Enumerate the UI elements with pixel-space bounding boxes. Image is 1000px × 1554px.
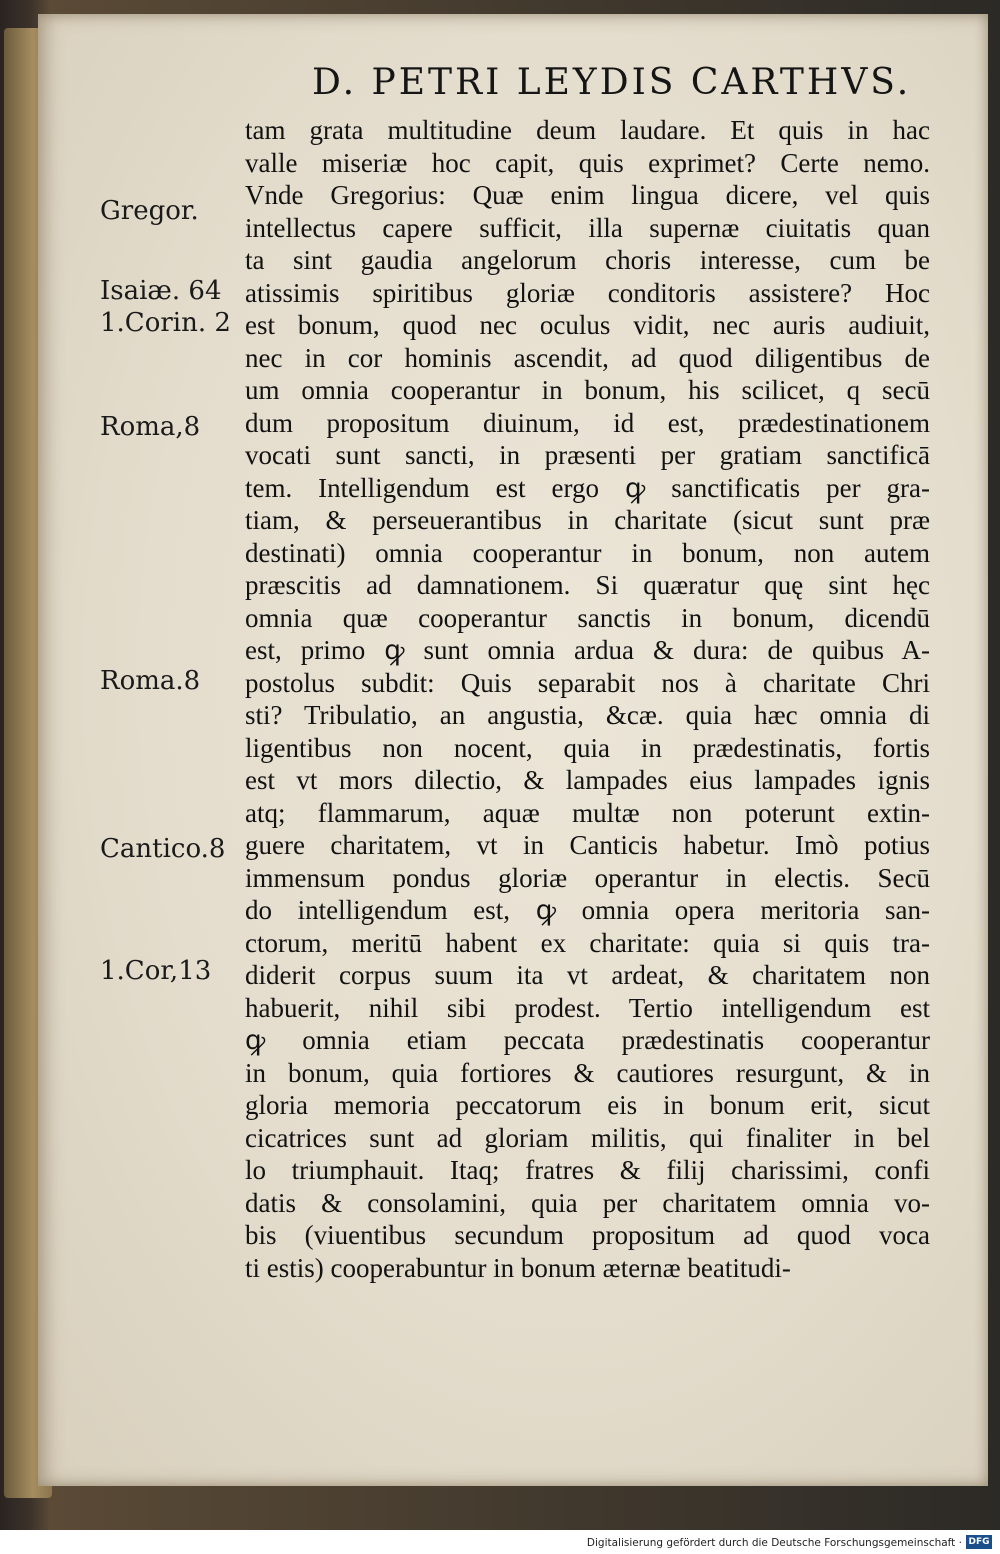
text-line: præscitis ad damnationem. Si quæratur quę sint hęc (245, 570, 930, 600)
text-line: ta sint gaudia angelorum choris interesse, cum be (245, 245, 930, 275)
text-line: destinati) omnia cooperantur in bonum, non autem (245, 537, 930, 568)
text-line: do intelligendum est, ꝙ omnia opera meritoria san- (245, 895, 930, 925)
text-line: ligentibus non nocent, quia in prædestinatis, fortis (245, 732, 930, 763)
text-line: um omnia cooperantur in bonum, his scilicet, q secū (245, 375, 930, 405)
text-line: gloria memoria peccatorum eis in bonum erit, sicut (245, 1090, 930, 1120)
text-line: nec in cor hominis ascendit, ad quod diligentibus de (245, 342, 930, 373)
text-line: est bonum, quod nec oculus vidit, nec auris audiuit, (245, 310, 930, 340)
text-line: tem. Intelligendum est ergo ꝙ sanctificatis per gra- (245, 472, 930, 503)
text-line: postolus subdit: Quis separabit nos à charitate Chri (245, 667, 930, 698)
text-line: omnia quæ cooperantur sanctis in bonum, dicendū (245, 602, 930, 633)
footer-credit: Digitalisierung gefördert durch die Deutsche Forschungsgemeinschaft · (586, 1537, 962, 1549)
text-line: guere charitatem, vt in Canticis habetur. Imò potius (245, 830, 930, 860)
text-line: Vnde Gregorius: Quæ enim lingua dicere, vel quis (245, 180, 930, 210)
text-line: ꝙ omnia etiam peccata prædestinatis cooperantur (245, 1025, 930, 1055)
margin-note-roma-2: Roma.8 (100, 666, 201, 696)
margin-note-isaiae: Isaiæ. 64 (100, 276, 222, 306)
text-line: lo triumphauit. Itaq; fratres & filij charissimi, confi (245, 1155, 930, 1185)
text-line: atissimis spiritibus gloriæ conditoris assistere? Hoc (245, 277, 930, 308)
main-text-block (245, 114, 930, 1284)
text-line: intellectus capere sufficit, illa supernæ ciuitatis quan (245, 212, 930, 243)
text-line: immensum pondus gloriæ operantur in electis. Secū (245, 862, 930, 893)
text-line: est vt mors dilectio, & lampades eius lampades ignis (245, 765, 930, 795)
text-line: diderit corpus suum ita vt ardeat, & charitatem non (245, 960, 930, 990)
text-line: valle miseriæ hoc capit, quis exprimet? Certe nemo. (245, 147, 930, 178)
margin-note-corin: 1.Corin. 2 (100, 308, 231, 338)
text-line: in bonum, quia fortiores & cautiores resurgunt, & in (245, 1057, 930, 1088)
margin-note-cantico: Cantico.8 (100, 834, 226, 864)
text-line: tam grata multitudine deum laudare. Et quis in hac (245, 115, 930, 145)
text-line: cicatrices sunt ad gloriam militis, qui finaliter in bel (245, 1122, 930, 1153)
text-line: habuerit, nihil sibi prodest. Tertio intelligendum est (245, 992, 930, 1023)
text-line: vocati sunt sancti, in præsenti per gratiam sanctificā (245, 440, 930, 470)
text-line: datis & consolamini, quia per charitatem omnia vo- (245, 1187, 930, 1218)
text-line: est, primo ꝙ sunt omnia ardua & dura: de quibus A- (245, 635, 930, 665)
margin-note-roma-1: Roma,8 (100, 412, 201, 442)
text-line: atq; flammarum, aquæ multæ non poterunt extin- (245, 797, 930, 828)
text-line: ti estis) cooperabuntur in bonum æternæ beatitudi- (245, 1252, 791, 1283)
dfg-logo: DFG (966, 1535, 992, 1549)
text-line: ctorum, meritū habent ex charitate: quia si quis tra- (245, 927, 930, 958)
footer-credit-text: Digitalisierung gefördert durch die Deutsche Forschungsgemeinschaft (586, 1537, 956, 1549)
running-head: D. PETRI LEYDIS CARTHVS. (312, 62, 912, 103)
text-line: tiam, & perseuerantibus in charitate (sicut sunt præ (245, 505, 930, 535)
text-line: sti? Tribulatio, an angustia, &cæ. quia hæc omnia di (245, 700, 930, 730)
margin-note-cor: 1.Cor,13 (100, 956, 212, 986)
text-line: bis (viuentibus secundum propositum ad quod voca (245, 1220, 930, 1250)
margin-note-gregor: Gregor. (100, 196, 199, 226)
text-line: dum propositum diuinum, id est, prædestinationem (245, 407, 930, 438)
